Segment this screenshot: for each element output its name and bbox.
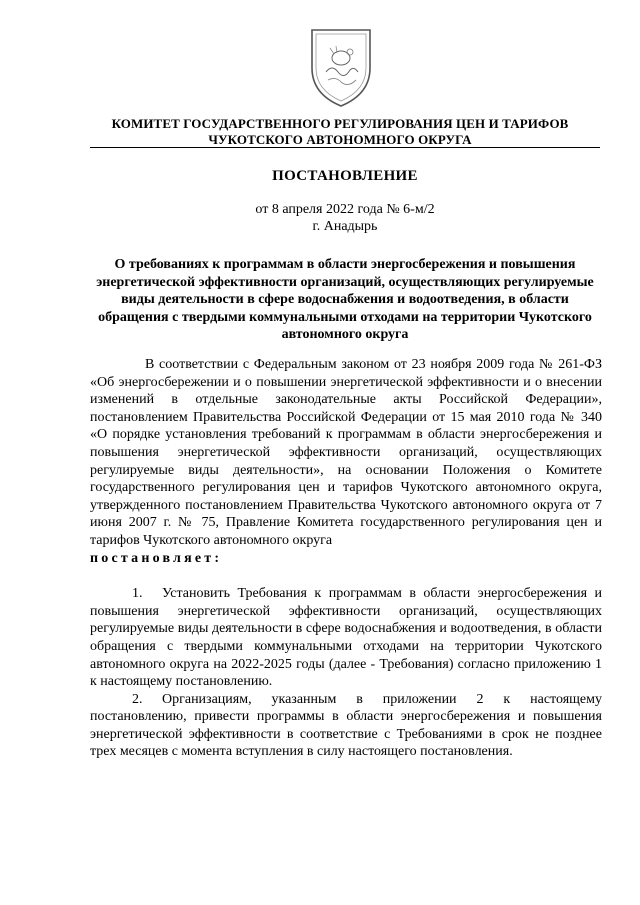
document-city: г. Анадырь [312, 219, 378, 234]
document-date-number: от 8 апреля 2022 года № 6-м/2 [255, 202, 435, 217]
resolution-item-2 [90, 691, 602, 761]
document-title: ПОСТАНОВЛЕНИЕ [272, 168, 418, 184]
resolution-item-number: 2. [132, 691, 143, 707]
document-body [90, 356, 602, 761]
coat-of-arms-icon [306, 24, 376, 110]
resolve-word: постановляет: [90, 550, 223, 566]
resolution-item-text: Установить Требования к программам в области энергосбережения и повышения энергетической эффективности организаций, осуществляющих регулируемые виды деятельности в сфере водоснабжения и водоотведения, в области обращения с твердыми коммунальными отходами на территории Чукотского автономного округа на 2022-2025 годы (далее - Требования) согласно приложению 1 к настоящему постановлению. [90, 586, 602, 690]
preamble-paragraph: В соответствии с Федеральным законом от 23 ноября 2009 года № 261-ФЗ «Об энергосбережении и о повышении энергетической эффективности и о внесении изменений в отдельные законодательные акты Российской Федерации», постановлением Правительства Российской Федерации от 15 мая 2010 года № 340 «О порядке установления требований к программам в области энергосбережения и повышения энергетической эффективности организаций, осуществляющих регулируемые виды деятельности», на основании Положения о Комитете государственного регулирования цен и тарифов Чукотского автономного округа, утвержденного постановлением Правительства Чукотского автономного округа от 7 июня 2007 г. № 75, Правление Комитета государственного регулирования цен и тарифов Чукотского автономного округа [90, 357, 602, 548]
organization-name-line2: ЧУКОТСКОГО АВТОНОМНОГО ОКРУГА [208, 132, 472, 147]
organization-name-line1: КОМИТЕТ ГОСУДАРСТВЕННОГО РЕГУЛИРОВАНИЯ ЦЕН И ТАРИФОВ [111, 116, 569, 131]
header-divider [90, 147, 600, 148]
resolution-item-number: 1. [132, 586, 143, 602]
resolution-item-text: Организациям, указанным в приложении 2 к настоящему постановлению, привести программы в области энергосбережения и повышения энергетической эффективности в соответствие с Требованиями в срок не позднее трех месяцев с момента вступления в силу настоящего постановления. [90, 691, 602, 760]
organization-name [90, 116, 590, 148]
document-subject: О требованиях к программам в области энергосбережения и повышения энергетической эффективности организаций, осуществляющих регулируемые виды деятельности в сфере водоснабжения и водоотведения, в области обращения с твердыми коммунальными отходами на территории Чукотского автономного округа [96, 257, 594, 343]
resolution-item-1 [90, 585, 602, 691]
